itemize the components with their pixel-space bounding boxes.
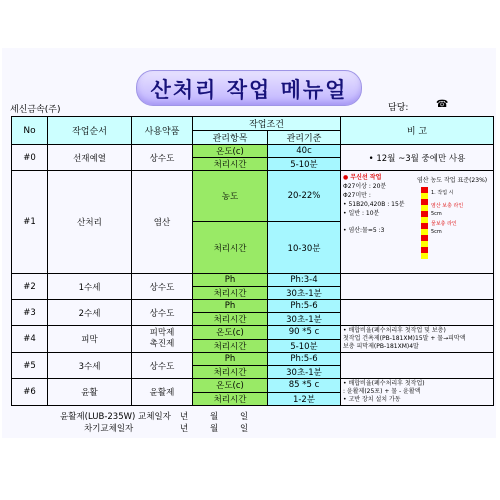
footer-month: 월 [210,424,219,434]
row-no: #2 [12,274,48,300]
standard-cell: Ph:3-4 [268,274,341,287]
remark-acid [341,171,494,274]
standard-cell: 30초-1분 [268,287,341,300]
row-no: #3 [12,300,48,326]
row-chemical: 피막제 촉진제 [132,326,193,353]
header-item: 관리항목 [193,131,268,145]
row-step: 선재예열 [48,145,132,171]
standard-cell: 85 *5 c [268,379,341,393]
footer-replace-date-label: 윤활제(LUB-235W) 교체일자 [60,412,171,422]
row-no: #0 [12,145,48,171]
item-cell: 처리시간 [193,392,268,406]
remark-cell [341,300,494,326]
header-standard: 관리기준 [268,131,341,145]
item-cell: 처리시간 [193,339,268,353]
remark-acid-line: • 일반 : 10분 [343,210,380,217]
standard-cell: 10-30분 [268,222,341,274]
item-cell: Ph [193,274,268,287]
row-step: 2수세 [48,300,132,326]
row-step: 피막 [48,326,132,353]
row-chemical: 상수도 [132,274,193,300]
gauge-title: 염산 농도 작업 표준(23%) [417,177,488,184]
row-step: 1수세 [48,274,132,300]
item-cell: 온도(c) [193,326,268,340]
standard-cell: 30초-1분 [268,313,341,326]
row-step: 윤활 [48,379,132,406]
gauge-label: 5cm [431,229,442,235]
standard-cell: 5-10분 [268,158,341,171]
remark-cell [341,353,494,379]
footer-day: 일 [240,412,249,422]
phone-icon: ☎ [436,99,449,110]
standard-cell: 20-22% [268,171,341,222]
row-chemical: 상수도 [132,353,193,379]
item-cell: 처리시간 [193,222,268,274]
header-remark: 비 고 [341,117,494,145]
header-chemical: 사용약품 [132,117,193,145]
remark-cell: • 12월 ~3월 중에만 사용 [341,145,494,171]
footer-year: 년 [180,412,189,422]
remark-coating: • 배합비율(폐수처리후 첫작업 및 보충) 첫작업 건욕제(PB-181XM)15말 + 물→피막액 보충 피막제(PB-181XM)4말 [341,326,494,353]
row-no: #5 [12,353,48,379]
row-step: 3수세 [48,353,132,379]
item-cell: Ph [193,353,268,366]
item-cell: 처리시간 [193,287,268,300]
remark-acid-line: • 51B20,420B : 15분 [343,201,405,208]
row-no: #1 [12,171,48,274]
header-step: 작업순서 [48,117,132,145]
gauge-label: 1. 작업 시 [431,190,454,196]
footer-month: 월 [210,412,219,422]
standard-cell: 30초-1분 [268,366,341,379]
standard-cell: 5-10분 [268,339,341,353]
footer-day: 일 [240,424,249,434]
row-step: 산처리 [48,171,132,274]
standard-cell: 90 *5 c [268,326,341,340]
header-no: No [12,117,48,145]
item-cell: Ph [193,300,268,313]
item-cell: 처리시간 [193,158,268,171]
page-title: 산처리 작업 메뉴얼 [150,78,348,102]
item-cell: 처리시간 [193,313,268,326]
gauge-bar [421,187,428,259]
remark-lubricant: • 배합비율(폐수처리후 첫작업) : 윤활제(25포) + 물 - 윤활액 • 고반 장치 설치 가동 [341,379,494,406]
remark-acid-title: ● 무신선 작업 [343,174,382,181]
item-cell: 온도(c) [193,379,268,393]
header-condition: 작업조건 [193,117,341,131]
standard-cell: 1-2분 [268,392,341,406]
standard-cell: Ph:5-6 [268,300,341,313]
remark-acid-line: Φ27이상 : 20분 [343,183,387,190]
row-chemical: 상수도 [132,300,193,326]
item-cell: 농도 [193,171,268,222]
process-table [11,116,494,406]
footer-year: 년 [180,424,189,434]
row-chemical: 윤활제 [132,379,193,406]
title-banner [136,70,362,106]
footer-next-date-label: 차기교체일자 [84,424,134,434]
row-no: #6 [12,379,48,406]
standard-cell: Ph:5-6 [268,353,341,366]
manager-label: 담당: [388,103,409,113]
item-cell: 처리시간 [193,366,268,379]
row-chemical: 상수도 [132,145,193,171]
gauge-label: 염산 보충 라인 [431,203,464,209]
remark-acid-ratio: • 염산:물=5 :3 [343,227,385,234]
row-chemical: 염산 [132,171,193,274]
standard-cell: 40c [268,145,341,158]
row-no: #4 [12,326,48,353]
company-name: 세신금속(주) [10,105,61,115]
remark-cell [341,274,494,300]
remark-acid-line: Φ27미만 : [343,192,371,199]
item-cell: 온도(c) [193,145,268,158]
gauge-label: 물보충 라인 [431,221,457,227]
gauge-label: 5cm [431,211,442,217]
